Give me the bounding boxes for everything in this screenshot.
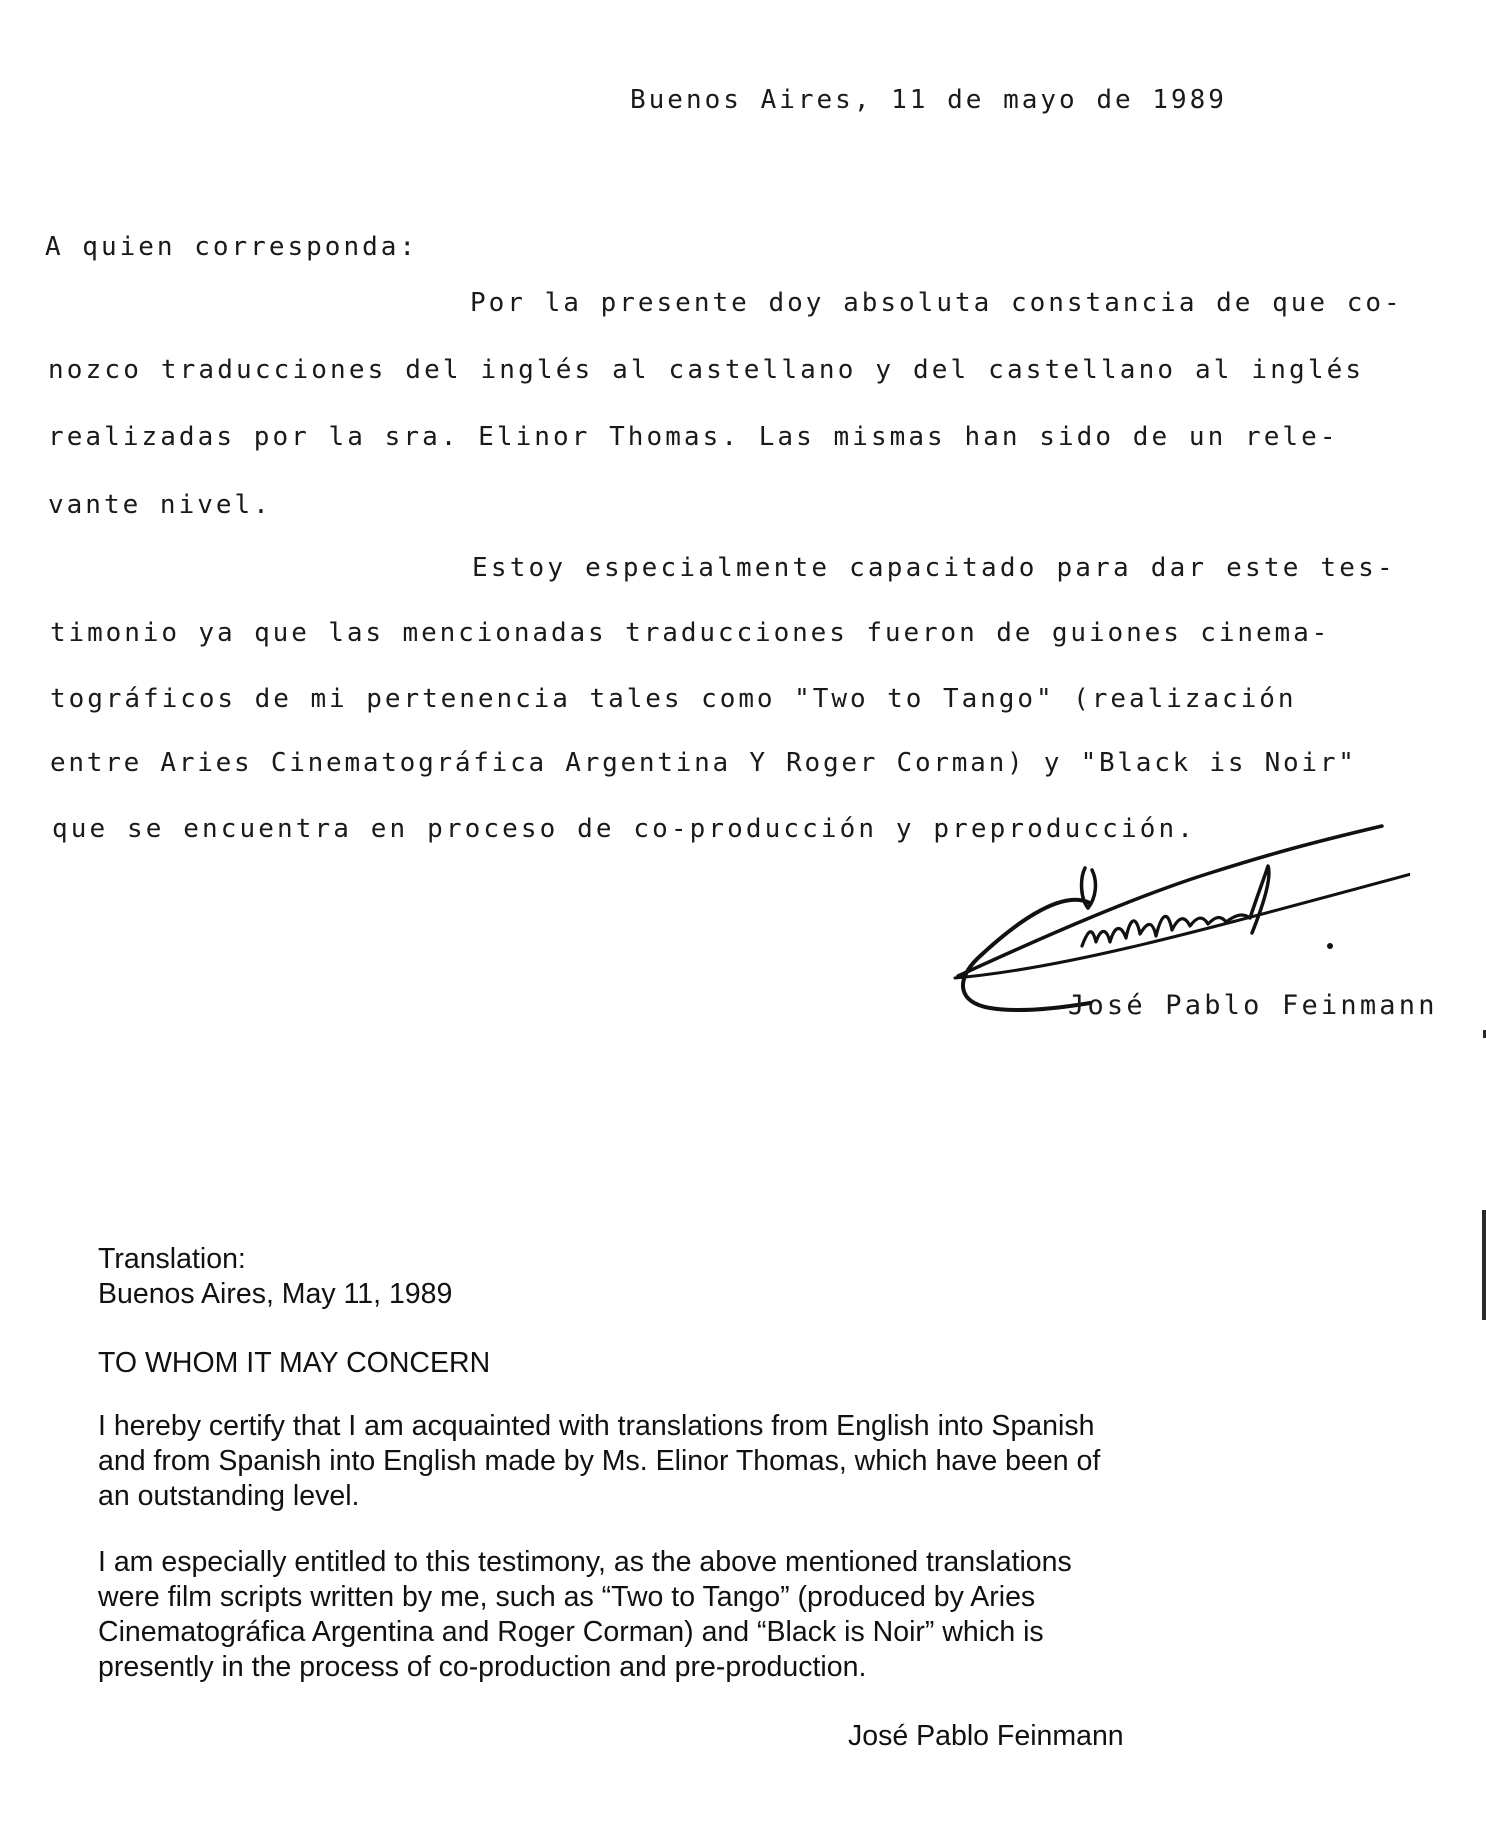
scan-edge-mark (1482, 1210, 1486, 1320)
original-date: Buenos Aires, 11 de mayo de 1989 (630, 85, 1227, 115)
translation-p1-line-1: I hereby certify that I am acquainted with translations from English into Spanish (98, 1410, 1095, 1442)
original-line-9: que se encuentra en proceso de co-producción y preproducción. (52, 814, 1196, 844)
original-line-6: timonio ya que las mencionadas traducciones fueron de guiones cinema- (50, 618, 1331, 648)
translation-date: Buenos Aires, May 11, 1989 (98, 1278, 453, 1310)
translation-signature-name: José Pablo Feinmann (848, 1720, 1124, 1752)
original-line-7: tográficos de mi pertenencia tales como "Two to Tango" (realización (50, 684, 1297, 714)
translation-p2-line-2: were film scripts written by me, such as “Two to Tango” (produced by Aries (98, 1581, 1036, 1613)
translation-heading: Translation: (98, 1243, 246, 1275)
translation-salutation: TO WHOM IT MAY CONCERN (98, 1347, 491, 1379)
original-salutation: A quien corresponda: (45, 232, 419, 262)
original-line-3: realizadas por la sra. Elinor Thomas. Las mismas han sido de un rele- (48, 422, 1339, 452)
original-signature-name: José Pablo Feinmann (1068, 990, 1438, 1021)
original-line-2: nozco traducciones del inglés al castellano y del castellano al inglés (48, 355, 1365, 385)
translation-p1-line-3: an outstanding level. (98, 1480, 360, 1512)
translation-p2-line-4: presently in the process of co-production and pre-production. (98, 1651, 867, 1683)
original-line-5: Estoy especialmente capacitado para dar este tes- (472, 553, 1396, 583)
original-line-1: Por la presente doy absoluta constancia de que co- (470, 288, 1403, 318)
original-line-4: vante nivel. (48, 490, 272, 520)
original-line-8: entre Aries Cinematográfica Argentina Y Roger Corman) y "Black is Noir" (50, 748, 1357, 778)
translation-p2-line-3: Cinematográfica Argentina and Roger Corman) and “Black is Noir” which is (98, 1616, 1044, 1648)
translation-p2-line-1: I am especially entitled to this testimony, as the above mentioned translations (98, 1546, 1072, 1578)
translation-p1-line-2: and from Spanish into English made by Ms. Elinor Thomas, which have been of (98, 1445, 1101, 1477)
